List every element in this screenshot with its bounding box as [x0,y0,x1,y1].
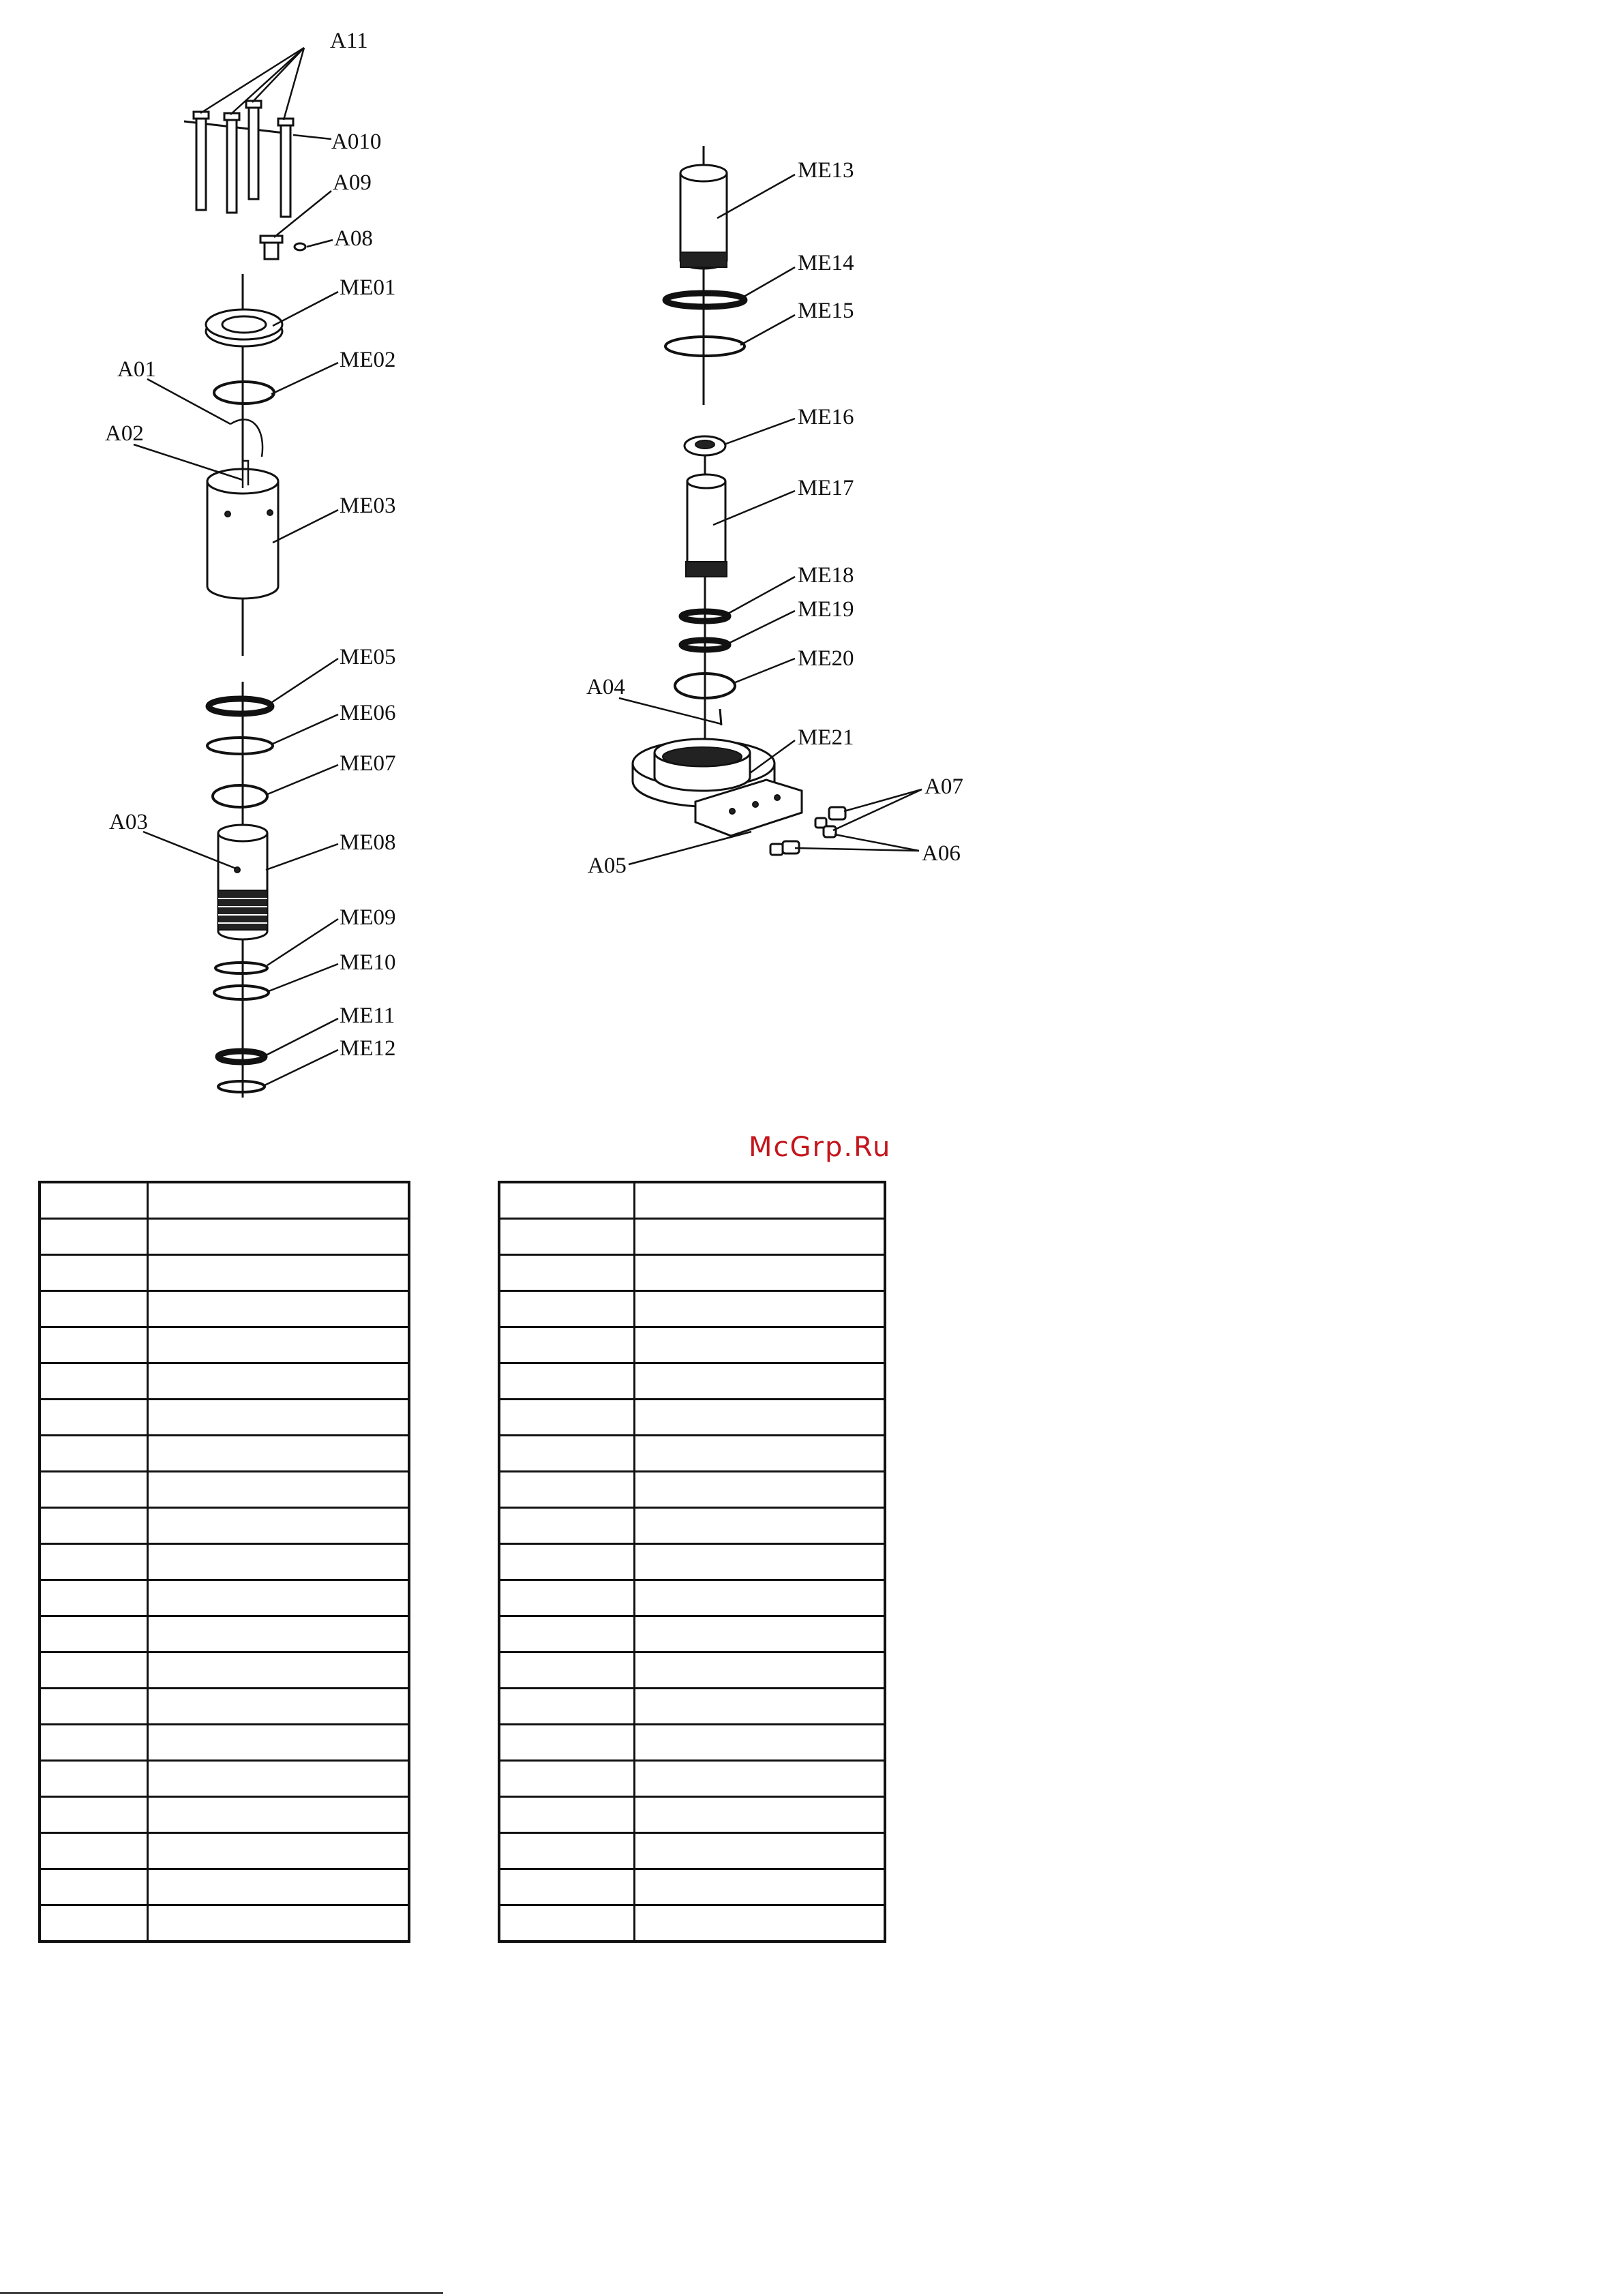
left-code-cell [40,1689,148,1725]
right-code-cell [499,1291,635,1327]
label-a06: A06 [922,841,961,866]
right-description-cell [635,1689,886,1725]
left-code-cell [40,1580,148,1616]
right-description-cell [635,1761,886,1797]
left-code-cell [40,1400,148,1436]
label-me02: ME02 [340,348,396,372]
label-a01: A01 [117,357,156,382]
left-description-cell [148,1580,410,1616]
right-code-cell [499,1182,635,1219]
table-row [40,1327,409,1363]
right-code-cell [499,1544,635,1580]
label-a07: A07 [924,774,963,799]
watermark: McGrp.Ru [749,1132,892,1163]
left-description-cell [148,1255,410,1291]
left-description-cell [148,1327,410,1363]
left-code-cell [40,1327,148,1363]
table-row [499,1833,885,1869]
table-row [499,1327,885,1363]
left-code-cell [40,1652,148,1689]
table-row [40,1436,409,1472]
table-row [499,1400,885,1436]
right-description-cell [635,1363,886,1400]
table-row [499,1182,885,1219]
right-code-cell [499,1869,635,1905]
label-me19: ME19 [798,597,854,622]
left-description-cell [148,1472,410,1508]
label-me18: ME18 [798,563,854,588]
label-me08: ME08 [340,830,396,855]
left-code-cell [40,1869,148,1905]
right-code-cell [499,1363,635,1400]
label-me07: ME07 [340,751,396,776]
label-me11: ME11 [340,1003,395,1028]
table-row [40,1400,409,1436]
right-description-cell [635,1508,886,1544]
table-row [499,1544,885,1580]
left-description-cell [148,1363,410,1400]
right-code-cell [499,1725,635,1761]
left-description-cell [148,1182,410,1219]
right-description-cell [635,1869,886,1905]
left-code-cell [40,1616,148,1652]
table-row [40,1219,409,1255]
left-code-cell [40,1255,148,1291]
right-code-cell [499,1797,635,1833]
left-description-cell [148,1833,410,1869]
pins-group [184,101,293,217]
table-row [40,1725,409,1761]
right-description-cell [635,1580,886,1616]
left-code-cell [40,1544,148,1580]
table-row [40,1544,409,1580]
label-me06: ME06 [340,701,396,725]
right-code-cell [499,1905,635,1942]
left-code-cell [40,1219,148,1255]
right-description-cell [635,1255,886,1291]
left-code-cell [40,1291,148,1327]
label-a08: A08 [334,226,373,251]
table-row [499,1869,885,1905]
table-row [40,1833,409,1869]
label-a010: A010 [331,130,382,154]
label-me21: ME21 [798,725,854,750]
left-description-cell [148,1544,410,1580]
parts-table-right [498,1181,886,1943]
left-code-cell [40,1472,148,1508]
right-description-cell [635,1291,886,1327]
right-description-cell [635,1725,886,1761]
label-me05: ME05 [340,645,396,669]
table-row [40,1472,409,1508]
table-row [40,1689,409,1725]
right-code-cell [499,1580,635,1616]
table-row [40,1508,409,1544]
left-description-cell [148,1219,410,1255]
table-row [40,1363,409,1400]
table-row [40,1182,409,1219]
right-code-cell [499,1616,635,1652]
left-description-cell [148,1905,410,1942]
table-row [40,1797,409,1833]
right-code-cell [499,1472,635,1508]
right-code-cell [499,1327,635,1363]
right-code-cell [499,1761,635,1797]
table-row [40,1616,409,1652]
left-code-cell [40,1508,148,1544]
left-description-cell [148,1291,410,1327]
label-me17: ME17 [798,476,854,500]
left-description-cell [148,1652,410,1689]
table-row [499,1905,885,1942]
parts-table-left [38,1181,410,1943]
label-a03: A03 [109,810,148,834]
right-description-cell [635,1327,886,1363]
label-me13: ME13 [798,158,854,183]
label-me12: ME12 [340,1036,396,1061]
left-description-cell [148,1616,410,1652]
table-row [40,1869,409,1905]
right-description-cell [635,1833,886,1869]
left-code-cell [40,1797,148,1833]
table-row [499,1725,885,1761]
label-a04: A04 [586,675,625,699]
left-code-cell [40,1761,148,1797]
label-me20: ME20 [798,646,854,671]
left-description-cell [148,1400,410,1436]
right-description-cell [635,1219,886,1255]
table-row [499,1508,885,1544]
table-row [499,1652,885,1689]
right-description-cell [635,1797,886,1833]
left-code-cell [40,1436,148,1472]
left-description-cell [148,1797,410,1833]
right-description-cell [635,1652,886,1689]
table-row [499,1797,885,1833]
left-description-cell [148,1436,410,1472]
left-description-cell [148,1725,410,1761]
label-me09: ME09 [340,905,396,930]
left-code-cell [40,1725,148,1761]
right-description-cell [635,1472,886,1508]
right-code-cell [499,1652,635,1689]
label-a11: A11 [330,29,368,53]
label-me14: ME14 [798,251,854,275]
table-row [40,1761,409,1797]
right-description-cell [635,1616,886,1652]
bottom-rule [0,2292,443,2294]
label-me15: ME15 [798,299,854,323]
table-row [499,1219,885,1255]
label-me10: ME10 [340,950,396,975]
table-row [40,1652,409,1689]
right-description-cell [635,1400,886,1436]
table-row [499,1580,885,1616]
table-row [40,1255,409,1291]
table-row [499,1689,885,1725]
label-me03: ME03 [340,494,396,518]
left-code-cell [40,1182,148,1219]
right-code-cell [499,1689,635,1725]
left-code-cell [40,1833,148,1869]
right-code-cell [499,1219,635,1255]
table-row [499,1761,885,1797]
table-row [499,1472,885,1508]
table-row [40,1580,409,1616]
label-a09: A09 [333,170,372,195]
right-code-cell [499,1436,635,1472]
label-me01: ME01 [340,275,396,300]
right-code-cell [499,1833,635,1869]
left-code-cell [40,1363,148,1400]
table-row [499,1436,885,1472]
label-me16: ME16 [798,405,854,429]
left-description-cell [148,1869,410,1905]
right-description-cell [635,1544,886,1580]
table-row [499,1616,885,1652]
table-row [499,1291,885,1327]
right-description-cell [635,1905,886,1942]
table-row [40,1291,409,1327]
label-a02: A02 [105,421,144,446]
table-row [499,1255,885,1291]
left-description-cell [148,1689,410,1725]
right-code-cell [499,1400,635,1436]
table-row [40,1905,409,1942]
left-description-cell [148,1508,410,1544]
left-description-cell [148,1761,410,1797]
right-code-cell [499,1508,635,1544]
table-row [499,1363,885,1400]
right-description-cell [635,1436,886,1472]
label-a05: A05 [588,854,627,878]
left-code-cell [40,1905,148,1942]
right-description-cell [635,1182,886,1219]
right-code-cell [499,1255,635,1291]
